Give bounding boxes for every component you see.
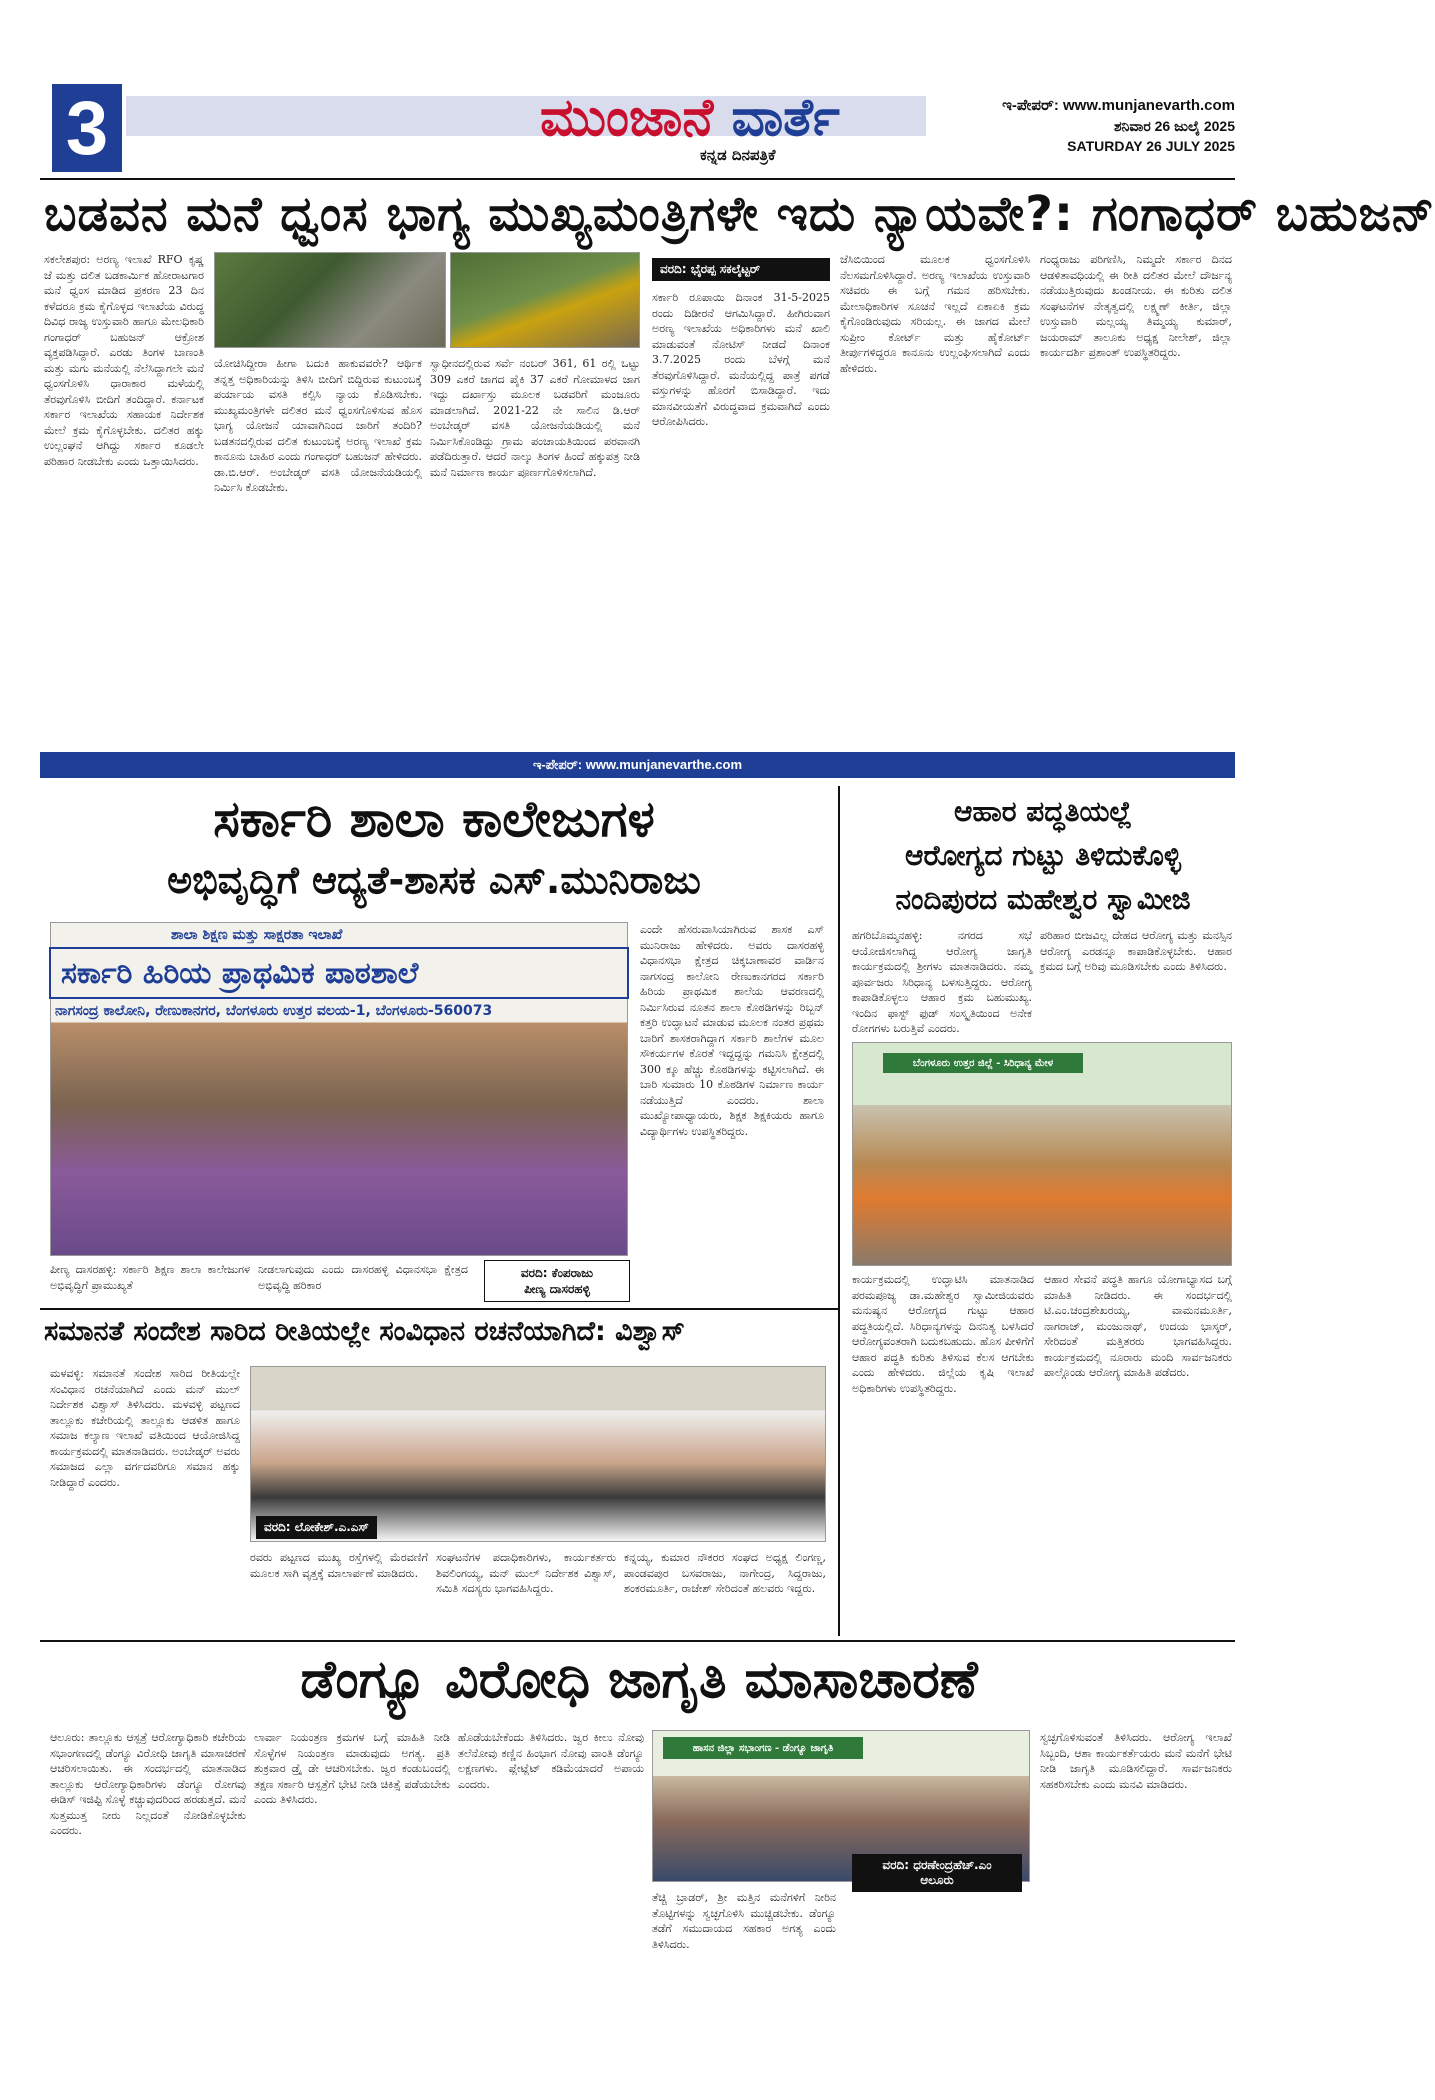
date-kannada: ಶನಿವಾರ 26 ಜುಲೈ 2025 xyxy=(1113,118,1235,134)
story3-column-2: ಪರಿಹಾರ ಬೀಜವಿಲ್ಲ ದೇಹದ ಆರೋಗ್ಯ ಮತ್ತು ಮನಸ್ಸಿನ ಆರೋಗ್ಯ ಎರಡನ್ನೂ ಕಾಪಾಡಿಕೊಳ್ಳಬೇಕು. ಆಹಾರ ಕ್ರಮದ ಬಗ್ಗೆ ಅರಿವು ಮೂಡಿಸಬೇಕು ಎಂದು ತಿಳಿಸಿದರು. xyxy=(1040,929,1232,973)
masthead-rule xyxy=(40,178,1235,180)
story1-column-5: ಜೆಸಿಬಿಯಿಂದ ಮೂಲಕ ಧ್ವಂಸಗೊಳಿಸಿ ನೆಲಸಮಗೊಳಿಸಿದ್ದಾರೆ. ಅರಣ್ಯ ಇಲಾಖೆಯ ಉಸ್ತುವಾರಿ ಸಚಿವರು ಈ ಬಗ್ಗೆ ಗಮನ ಹರಿಸಬೇಕು. ಮೇಲಾಧಿಕಾರಿಗಳ ಸೂಚನೆ ಇಲ್ಲದೆ ಏಕಾಏಕಿ ಕ್ರಮ ಕೈಗೊಂಡಿರುವುದು ಸರಿಯಲ್ಲ. ಈ ಜಾಗದ ಮೇಲೆ ಸುಪ್ರೀಂ ಕೋರ್ಟ್ ಮತ್ತು ಹೈಕೋರ್ಟ್ ತೀರ್ಪುಗಳಿದ್ದರೂ ಕಾನೂನು ಉಲ್ಲಂಘಿಸಲಾಗಿದೆ ಎಂದು ಹೇಳಿದರು. xyxy=(840,253,1030,375)
story3-column-1: ಹಗರಿಬೊಮ್ಮನಹಳ್ಳಿ: ನಗರದ ಸಭೆ ಆಯೋಜಿಸಲಾಗಿದ್ದ ಆರೋಗ್ಯ ಜಾಗೃತಿ ಕಾರ್ಯಕ್ರಮದಲ್ಲಿ ಶ್ರೀಗಳು ಮಾತನಾಡಿದರು. ನಮ್ಮ ಪೂರ್ವಜರು ಸಿರಿಧಾನ್ಯ ಬಳಸುತ್ತಿದ್ದರು. ಆರೋಗ್ಯ ಕಾಪಾಡಿಕೊಳ್ಳಲು ಆಹಾರ ಕ್ರಮ ಬಹುಮುಖ್ಯ. ಇಂದಿನ ಫಾಸ್ಟ್ ಫುಡ್ ಸಂಸ್ಕೃತಿಯಿಂದ ಅನೇಕ ರೋಗಗಳು ಬರುತ್ತಿವೆ ಎಂದರು. xyxy=(852,929,1032,1035)
story1-headline: ಬಡವನ ಮನೆ ಧ್ವಂಸ ಭಾಗ್ಯ ಮುಖ್ಯಮಂತ್ರಿಗಳೇ ಇದು ನ್ಯಾಯವೇ?: ಗಂಗಾಧರ್ ಬಹುಜನ್ xyxy=(44,186,1435,242)
story4-byline: ವರದಿ: ಲೋಕೇಶ್.ಎ.ಎಸ್ xyxy=(256,1516,377,1539)
story2-photo-school xyxy=(50,922,628,1256)
page-number: 3 xyxy=(52,84,122,172)
masthead-subtitle: ಕನ್ನಡ ದಿನಪತ್ರಿಕೆ xyxy=(700,146,776,164)
story2-byline xyxy=(484,1260,630,1302)
story5-column-4b xyxy=(844,1890,1030,2060)
story4-column-4: ಕನ್ನಯ್ಯ, ಕುಮಾರ ನೌಕರರ ಸಂಘದ ಅಧ್ಯಕ್ಷ ಲಿಂಗಣ್ಣ, ಪಾಂಡವಪುರ ಬಸವರಾಜು, ನಾಗೇಂದ್ರ, ಸಿದ್ದರಾಜು, ಶಂಕರಮೂರ್ತಿ, ರಾಜೇಶ್ ಸೇರಿದಂತೆ ಹಲವರು ಇದ್ದರು. xyxy=(624,1551,826,1595)
story5-column-2: ಲಾರ್ವಾ ನಿಯಂತ್ರಣ ಕ್ರಮಗಳ ಬಗ್ಗೆ ಮಾಹಿತಿ ನೀಡಿ ಸೊಳ್ಳೆಗಳ ನಿಯಂತ್ರಣ ಮಾಡುವುದು ಅಗತ್ಯ. ಪ್ರತಿ ಶುಕ್ರವಾರ ಡ್ರೈ ಡೇ ಆಚರಿಸಬೇಕು. ಜ್ವರ ಕಂಡುಬಂದಲ್ಲಿ ತಕ್ಷಣ ಸರ್ಕಾರಿ ಆಸ್ಪತ್ರೆಗೆ ಭೇಟಿ ನೀಡಿ ಚಿಕಿತ್ಸೆ ಪಡೆಯಬೇಕು ಎಂದು ತಿಳಿಸಿದರು. xyxy=(254,1731,450,1806)
story5-column-3: ಹೊಡೆಯಬೇಕೆಂದು ತಿಳಿಸಿದರು. ಜ್ವರ ಕೀಲು ನೋವು ತಲೆನೋವು ಕಣ್ಣಿನ ಹಿಂಭಾಗ ನೋವು ವಾಂತಿ ಡೆಂಗ್ಯೂ ಲಕ್ಷಣಗಳು. ಪ್ಲೇಟ್ಲೆಟ್ ಕಡಿಮೆಯಾದರೆ ಅಪಾಯ ಎಂದರು. xyxy=(458,1731,644,1791)
masthead-title-part1: ಮುಂಜಾನೆ xyxy=(540,88,714,148)
school-board-top: ಶಾಲಾ ಶಿಕ್ಷಣ ಮತ್ತು ಸಾಕ್ಷರತಾ ಇಲಾಖೆ xyxy=(171,927,343,943)
story3-column-3: ಕಾರ್ಯಕ್ರಮದಲ್ಲಿ ಉದ್ಘಾಟಿಸಿ ಮಾತನಾಡಿದ ಪರಮಪೂಜ್ಯ ಡಾ.ಮಹೇಶ್ವರ ಸ್ವಾಮೀಜಿಯವರು ಮನುಷ್ಯನ ಆರೋಗ್ಯದ ಗುಟ್ಟು ಆಹಾರ ಪದ್ಧತಿಯಲ್ಲಿದೆ. ಸಿರಿಧಾನ್ಯಗಳನ್ನು ದಿನನಿತ್ಯ ಬಳಸಿದರೆ ಆರೋಗ್ಯವಂತರಾಗಿ ಬದುಕಬಹುದು. ಹೊಸ ಪೀಳಿಗೆಗೆ ಆಹಾರ ಪದ್ಧತಿ ಕುರಿತು ತಿಳಿಸುವ ಕೆಲಸ ಆಗಬೇಕು ಎಂದು ಹೇಳಿದರು. ಜಿಲ್ಲೆಯ ಕೃಷಿ ಇಲಾಖೆ ಅಧಿಕಾರಿಗಳು ಉಪಸ್ಥಿತರಿದ್ದರು. xyxy=(852,1273,1034,1395)
masthead-title xyxy=(540,88,890,148)
story2-headline-line2: ಅಭಿವೃದ್ಧಿಗೆ ಆದ್ಯತೆ-ಶಾಸಕ ಎಸ್.ಮುನಿರಾಜು xyxy=(167,858,701,902)
masthead-title-part2: ವಾರ್ತೆ xyxy=(731,88,840,148)
date-english: SATURDAY 26 JULY 2025 xyxy=(1067,138,1235,154)
story2-byline-line2: ಪೀಣ್ಯ ದಾಸರಹಳ್ಳಿ xyxy=(524,1282,590,1296)
story1-column-2: ಯೋಚಿಸಿದ್ದೀರಾ ಹೀಗಾ ಬದುಕಿ ಹಾಕುವವರೇ? ಆರ್ಥಿಕ ತನ್ನತ್ತ ಅಧಿಕಾರಿಯನ್ನು ತಿಳಿಸಿ ಬೀದಿಗೆ ಬಿದ್ದಿರುವ ಕುಟುಂಬಕ್ಕೆ ಪರ್ಯಾಯ ವಸತಿ ಕಲ್ಪಿಸಿ ನ್ಯಾಯ ಕೊಡಿಸಬೇಕು. ಮುಖ್ಯಮಂತ್ರಿಗಳೇ ದಲಿತರ ಮನೆ ಧ್ವಂಸಗೊಳಿಸುವ ಹೊಸ ಭಾಗ್ಯ ಯೋಜನೆ ಯಾವಾಗಿನಿಂದ ಜಾರಿಗೆ ತಂದಿರಿ? ಬಡತನದಲ್ಲಿರುವ ದಲಿತ ಕುಟುಂಬಕ್ಕೆ ಅರಣ್ಯ ಇಲಾಖೆ ಕ್ರಮ ಕಾನೂನು ಬಾಹಿರ ಎಂದು ಗಂಗಾಧರ್ ಬಹುಜನ್ ಹೇಳಿದರು. ಡಾ.ಬಿ.ಆರ್. ಅಂಬೇಡ್ಕರ್ ವಸತಿ ಯೋಜನೆಯಡಿಯಲ್ಲಿ ನಿರ್ಮಿಸಿ ಕೊಡಬೇಕು. xyxy=(214,357,422,494)
story5-banner: ಹಾಸನ ಜಿಲ್ಲಾ ಸಭಾಂಗಣ - ಡೆಂಗ್ಯೂ ಜಾಗೃತಿ xyxy=(663,1737,863,1759)
story5-headline: ಡೆಂಗ್ಯೂ ವಿರೋಧಿ ಜಾಗೃತಿ ಮಾಸಾಚಾರಣೆ xyxy=(300,1650,978,1710)
story3-column-4: ಆಹಾರ ಸೇವನೆ ಪದ್ಧತಿ ಹಾಗೂ ಯೋಗಾಭ್ಯಾಸದ ಬಗ್ಗೆ ಮಾಹಿತಿ ನೀಡಿದರು. ಈ ಸಂದರ್ಭದಲ್ಲಿ ಟಿ.ಎಂ.ಚಂದ್ರಶೇಖರಯ್ಯ, ವಾಮನಮೂರ್ತಿ, ನಾಗರಾಜ್, ಮಂಜುನಾಥ್, ಉದಯ ಭಾಸ್ಕರ್, ಸೇರಿದಂತೆ ಮತ್ತಿತರರು ಭಾಗವಹಿಸಿದ್ದರು. ಕಾರ್ಯಕ್ರಮದಲ್ಲಿ ನೂರಾರು ಮಂದಿ ಸಾರ್ವಜನಿಕರು ಪಾಲ್ಗೊಂಡು ಆರೋಗ್ಯ ಮಾಹಿತಿ ಪಡೆದರು. xyxy=(1044,1273,1232,1379)
story1-column-6: ಗಂಧ್ಯರಾಜು ಪರಿಗಣಿಸಿ, ನಿಮ್ಮದೇ ಸರ್ಕಾರ ದಿನದ ಆಡಳಿತಾವಧಿಯಲ್ಲಿ ಈ ರೀತಿ ದಲಿತರ ಮೇಲೆ ದೌರ್ಜನ್ಯ ನಡೆಯುತ್ತಿರುವುದು ಖಂಡನೀಯ. ಈ ಕುರಿತು ದಲಿತ ಸಂಘಟನೆಗಳ ನೇತೃತ್ವದಲ್ಲಿ ಲಕ್ಷ್ಮಣ್ ಕೀರ್ತಿ, ಜಿಲ್ಲಾ ಉಸ್ತುವಾರಿ ಮಲ್ಲಯ್ಯ ತಿಮ್ಮಯ್ಯ ಕುಮಾರ್, ಜಯರಾಮ್ ತಾಲೂಕು ಅಧ್ಯಕ್ಷ ನೀಲೇಶ್, ಜಿಲ್ಲಾ ಕಾರ್ಯದರ್ಶಿ ಪ್ರಶಾಂತ್ ಉಪಸ್ಥಿತರಿದ್ದರು. xyxy=(1040,253,1232,359)
story2-headline-line1: ಸರ್ಕಾರಿ ಶಾಲಾ ಕಾಲೇಜುಗಳ xyxy=(213,790,655,848)
story2-byline-line1: ವರದಿ: ಕೆಂಪರಾಜು xyxy=(520,1266,594,1280)
story2-column-3: ಎಂದೇ ಹೆಸರುವಾಸಿಯಾಗಿರುವ ಶಾಸಕ ಎಸ್ ಮುನಿರಾಜು ಹೇಳಿದರು. ಅವರು ದಾಸರಹಳ್ಳಿ ವಿಧಾನಸಭಾ ಕ್ಷೇತ್ರದ ಚಿಕ್ಕಬಾಣಾವರ ವಾರ್ಡಿನ ನಾಗಸಂದ್ರ ಕಾಲೋನಿ ರೇಣುಕಾನಗರದ ಸರ್ಕಾರಿ ಹಿರಿಯ ಪ್ರಾಥಮಿಕ ಶಾಲೆಯ ಆವರಣದಲ್ಲಿ ನಿರ್ಮಿಸಿರುವ ನೂತನ ಶಾಲಾ ಕೊಠಡಿಗಳನ್ನು ರಿಬ್ಬನ್ ಕತ್ತರಿ ಉದ್ಘಾಟನೆ ಮಾಡುವ ಮೂಲಕ ನಂತರ ಪ್ರಥಮ ಬಾರಿಗೆ ಶಾಸಕರಾಗಿದ್ದಾಗ ಸರ್ಕಾರಿ ಶಾಲೆಗಳ ಮೂಲ ಸೌಕರ್ಯಗಳ ಕೊರತೆ ಇದ್ದದ್ದನ್ನು ಗಮನಿಸಿ ಕ್ಷೇತ್ರದಲ್ಲಿ 300 ಕ್ಕೂ ಹೆಚ್ಚು ಕೊಠಡಿಗಳನ್ನು ಕಟ್ಟಿಸಲಾಗಿದೆ. ಈ ಬಾರಿ ಸುಮಾರು 10 ಕೊಠಡಿಗಳ ನಿರ್ಮಾಣ ಕಾರ್ಯ ನಡೆಯುತ್ತಿದೆ ಎಂದರು. ಶಾಲಾ ಮುಖ್ಯೋಪಾಧ್ಯಾಯರು, ಶಿಕ್ಷಕ ಶಿಕ್ಷಕಿಯರು ಹಾಗೂ ವಿದ್ಯಾರ್ಥಿಗಳು ಉಪಸ್ಥಿತರಿದ್ದರು. xyxy=(640,923,824,1138)
story4-column-3: ಸಂಘಟನೆಗಳ ಪದಾಧಿಕಾರಿಗಳು, ಕಾರ್ಯಕರ್ತರು ಶಿವಲಿಂಗಯ್ಯ, ಮನ್ ಮುಲ್ ನಿರ್ದೇಶಕ ವಿಶ್ವಾಸ್, ಸಮಿತಿ ಸದಸ್ಯರು ಭಾಗವಹಿಸಿದ್ದರು. xyxy=(436,1551,616,1595)
divider-horizontal-story4 xyxy=(40,1308,838,1310)
story3-headline-line1: ಆಹಾರ ಪದ್ಧತಿಯಲ್ಲೆ xyxy=(953,795,1133,828)
epaper-url[interactable]: ಇ-ಪೇಪರ್: www.munjanevarth.com xyxy=(1002,97,1235,114)
story1-photo-jcb xyxy=(450,252,640,348)
story5-column-4: ತೆಚ್ಚಿ ಬ್ರಾಡರ್, ಶ್ರೀ ಮತ್ತಿನ ಮನೆಗಳಿಗೆ ನೀರಿನ ತೊಟ್ಟಿಗಳನ್ನು ಸ್ವಚ್ಛಗೊಳಿಸಿ ಮುಚ್ಚಿಡಬೇಕು. ಡೆಂಗ್ಯೂ ತಡೆಗೆ ಸಮುದಾಯದ ಸಹಕಾರ ಅಗತ್ಯ ಎಂದು ತಿಳಿಸಿದರು. xyxy=(652,1891,836,1951)
story3-headline-line3: ನಂದಿಪುರದ ಮಹೇಶ್ವರ ಸ್ವಾಮೀಜಿ xyxy=(895,883,1191,916)
story4-column-2: ರವರು ಪಟ್ಟಣದ ಮುಖ್ಯ ರಸ್ತೆಗಳಲ್ಲಿ ಮೆರವಣಿಗೆ ಮೂಲಕ ಸಾಗಿ ವೃತ್ತಕ್ಕೆ ಮಾಲಾರ್ಪಣೆ ಮಾಡಿದರು. xyxy=(250,1551,428,1580)
story1-column-3: ಸ್ವಾಧೀನದಲ್ಲಿರುವ ಸರ್ವೆ ನಂಬರ್ 361, 61 ರಲ್ಲಿ ಒಟ್ಟು 309 ಎಕರೆ ಜಾಗದ ಪೈಕಿ 37 ಎಕರೆ ಗೋಮಾಳದ ಜಾಗ ಇದ್ದು ದರ್ಖಾಸ್ತು ಮೂಲಕ ಬಡವರಿಗೆ ಮಂಜೂರು ಮಾಡಲಾಗಿದೆ. 2021-22 ನೇ ಸಾಲಿನ ಡಿ.ಆರ್ ಅಂಬೇಡ್ಕರ್ ವಸತಿ ಯೋಜನೆಯಡಿಯಲ್ಲಿ ಮನೆ ನಿರ್ಮಿಸಿಕೊಂಡಿದ್ದು ಗ್ರಾಮ ಪಂಚಾಯತಿಯಿಂದ ಪರವಾನಗಿ ಪಡೆದಿರುತ್ತಾರೆ. ಆದರೆ ನಾಲ್ಕು ತಿಂಗಳ ಹಿಂದೆ ಹಕ್ಕುಪತ್ರ ನೀಡಿ ಮನೆ ನಿರ್ಮಾಣ ಕಾರ್ಯ ಪೂರ್ಣಗೊಳಿಸಲಾಗಿದೆ. xyxy=(430,357,640,479)
story1-column-4: ಸರ್ಕಾರಿ ರೂಪಾಯಿ ದಿನಾಂಕ 31-5-2025 ರಂದು ದಿಡೀರನೆ ಆಗಮಿಸಿದ್ದಾರೆ. ಹೀಗಿರುವಾಗ ಅರಣ್ಯ ಇಲಾಖೆಯ ಅಧಿಕಾರಿಗಳು ಮನೆ ಖಾಲಿ ಮಾಡುವಂತೆ ನೋಟಿಸ್ ನೀಡದೆ ದಿನಾಂಕ 3.7.2025 ರಂದು ಬೆಳಗ್ಗೆ ಮನೆ ತೆರವುಗೊಳಿಸಿದ್ದಾರೆ. ಮನೆಯಲ್ಲಿದ್ದ ಪಾತ್ರೆ ಪಗಡೆ ವಸ್ತುಗಳನ್ನು ಹೊರಗೆ ಬಿಸಾಡಿದ್ದಾರೆ. ಇದು ಮಾನವೀಯತೆಗೆ ವಿರುದ್ಧವಾದ ಕ್ರಮವಾಗಿದೆ ಎಂದು ಆರೋಪಿಸಿದರು. xyxy=(652,291,830,428)
story5-byline-line1: ವರದಿ: ಧರಣೇಂದ್ರಹೆಚ್.ಎಂ xyxy=(882,1858,992,1872)
story1-photo-crowd xyxy=(214,252,446,348)
story4-headline: ಸಮಾನತೆ ಸಂದೇಶ ಸಾರಿದ ರೀತಿಯಲ್ಲೇ ಸಂವಿಧಾನ ರಚನೆಯಾಗಿದೆ: ವಿಶ್ವಾಸ್ xyxy=(44,1316,685,1347)
divider-vertical-1 xyxy=(838,786,840,1306)
masthead-info xyxy=(1002,96,1235,156)
divider-vertical-2 xyxy=(838,1306,840,1636)
epaper-band[interactable]: ಇ-ಪೇಪರ್: www.munjanevarthe.com xyxy=(40,752,1235,778)
story5-column-5: ಸ್ವಚ್ಛಗೊಳಿಸುವಂತೆ ತಿಳಿಸಿದರು. ಆರೋಗ್ಯ ಇಲಾಖೆ ಸಿಬ್ಬಂದಿ, ಆಶಾ ಕಾರ್ಯಕರ್ತೆಯರು ಮನೆ ಮನೆಗೆ ಭೇಟಿ ನೀಡಿ ಜಾಗೃತಿ ಮೂಡಿಸಲಿದ್ದಾರೆ. ಸಾರ್ವಜನಿಕರು ಸಹಕರಿಸಬೇಕು ಎಂದು ಮನವಿ ಮಾಡಿದರು. xyxy=(1040,1731,1232,1791)
story5-byline xyxy=(852,1854,1022,1892)
school-board-sub: ನಾಗಸಂದ್ರ ಕಾಲೋನಿ, ರೇಣುಕಾನಗರ, ಬೆಂಗಳೂರು ಉತ್ತರ ವಲಯ-1, ಬೆಂಗಳೂರು-560073 xyxy=(55,1003,493,1019)
story3-headline-line2: ಆರೋಗ್ಯದ ಗುಟ್ಟು ತಿಳಿದುಕೊಳ್ಳಿ xyxy=(905,839,1181,872)
story1-column-1: ಸಕಲೇಶಪುರ: ಅರಣ್ಯ ಇಲಾಖೆ RFO ಕೃಷ್ಣ ಜೆ ಮತ್ತು ದಲಿತ ಬಡಕಾರ್ಮಿಕ ಹೋರಾಟಗಾರ ಮನೆ ಧ್ವಂಸ ಮಾಡಿದ ಪ್ರಕರಣ 23 ದಿನ ಕಳೆದರೂ ಕ್ರಮ ಕೈಗೊಳ್ಳದ ಇಲಾಖೆಯ ವಿರುದ್ಧ ದಿವಿಧ ರಾಜ್ಯ ಉಸ್ತುವಾರಿ ಹಾಗೂ ಮೇಲಧಿಕಾರಿ ಗಂಗಾಧರ್ ಬಹುಜನ್ ಆಕ್ರೋಶ ವ್ಯಕ್ತಪಡಿಸಿದ್ದಾರೆ. ಎರಡು ತಿಂಗಳ ಬಾಣಂತಿ ಮತ್ತು ಮಗು ಮನೆಯಲ್ಲಿ ನೆಲೆಸಿದ್ದಾಗಲೇ ಮನೆ ಧ್ವಂಸಗೊಳಿಸಿ ಧಾರಾಕಾರ ಮಳೆಯಲ್ಲಿ ತೆರವುಗೊಳಿಸಿ ಬೀದಿಗೆ ತಂದಿದ್ದಾರೆ. ಕರ್ನಾಟಕ ಸರ್ಕಾರ ಇಲಾಖೆಯ ಸಹಾಯಕ ನಿರ್ದೇಶಕ ಮೇಲೆ ಕ್ರಮ ಕೈಗೊಳ್ಳಬೇಕು. ದಲಿತರ ಹಕ್ಕು ಉಲ್ಲಂಘನೆ ಆಗಿದ್ದು ಸರ್ಕಾರ ಕೂಡಲೇ ಪರಿಹಾರ ನೀಡಬೇಕು ಎಂದು ಒತ್ತಾಯಿಸಿದರು. xyxy=(44,253,204,468)
story2-column-2: ನೀಡಲಾಗುವುದು ಎಂದು ದಾಸರಹಳ್ಳಿ ವಿಧಾನಸಭಾ ಕ್ಷೇತ್ರದ ಅಭಿವೃದ್ಧಿ ಹರಿಕಾರ xyxy=(258,1263,468,1292)
story5-byline-line2: ಆಲೂರು xyxy=(920,1873,954,1887)
school-board-main: ಸರ್ಕಾರಿ ಹಿರಿಯ ಪ್ರಾಥಮಿಕ ಪಾಠಶಾಲೆ xyxy=(49,947,629,999)
story4-column-1: ಮಳವಳ್ಳಿ: ಸಮಾನತೆ ಸಂದೇಶ ಸಾರಿದ ರೀತಿಯಲ್ಲೇ ಸಂವಿಧಾನ ರಚನೆಯಾಗಿದೆ ಎಂದು ಮನ್ ಮುಲ್ ನಿರ್ದೇಶಕ ವಿಶ್ವಾಸ್ ತಿಳಿಸಿದರು. ಮಳವಳ್ಳಿ ಪಟ್ಟಣದ ತಾಲ್ಲೂಕು ಕಚೇರಿಯಲ್ಲಿ ತಾಲ್ಲೂಕು ಆಡಳಿತ ಹಾಗೂ ಸಮಾಜ ಕಲ್ಯಾಣ ಇಲಾಖೆ ವತಿಯಿಂದ ಆಯೋಜಿಸಿದ್ದ ಕಾರ್ಯಕ್ರಮದಲ್ಲಿ ಮಾತನಾಡಿದರು. ಅಂಬೇಡ್ಕರ್ ಅವರು ಸಮಾಜದ ಎಲ್ಲಾ ವರ್ಗದವರಿಗೂ ಸಮಾನ ಹಕ್ಕು ನೀಡಿದ್ದಾರೆ ಎಂದರು. xyxy=(50,1367,240,1489)
story3-photo-swamiji xyxy=(852,1042,1232,1266)
story5-column-1: ಆಲೂರು: ತಾಲ್ಲೂಕು ಆಸ್ಪತ್ರೆ ಆರೋಗ್ಯಾಧಿಕಾರಿ ಕಚೇರಿಯ ಸಭಾಂಗಣದಲ್ಲಿ ಡೆಂಗ್ಯೂ ವಿರೋಧಿ ಜಾಗೃತಿ ಮಾಸಾಚರಣೆ ಆಚರಿಸಲಾಯಿತು. ಈ ಸಂದರ್ಭದಲ್ಲಿ ಮಾತನಾಡಿದ ತಾಲ್ಲೂಕು ಆರೋಗ್ಯಾಧಿಕಾರಿಗಳು ಡೆಂಗ್ಯೂ ರೋಗವು ಈಡಿಸ್ ಇಜಿಪ್ಟಿ ಸೊಳ್ಳೆ ಕಚ್ಚುವುದರಿಂದ ಹರಡುತ್ತದೆ. ಮನೆ ಸುತ್ತಮುತ್ತ ನೀರು ನಿಲ್ಲದಂತೆ ನೋಡಿಕೊಳ್ಳಬೇಕು ಎಂದರು. xyxy=(50,1731,246,1837)
story2-column-1: ಪೀಣ್ಯ ದಾಸರಹಳ್ಳಿ: ಸರ್ಕಾರಿ ಶಿಕ್ಷಣ ಶಾಲಾ ಕಾಲೇಜುಗಳ ಅಭಿವೃದ್ಧಿಗೆ ಪ್ರಾಮುಖ್ಯತೆ xyxy=(50,1263,250,1292)
divider-horizontal-story5 xyxy=(40,1640,1235,1642)
story3-banner: ಬೆಂಗಳೂರು ಉತ್ತರ ಜಿಲ್ಲೆ - ಸಿರಿಧಾನ್ಯ ಮೇಳ xyxy=(883,1053,1083,1073)
story1-byline: ವರದಿ: ಭೈರಪ್ಪ ಸಕಲೈಟ್ಟರ್ xyxy=(652,258,830,281)
